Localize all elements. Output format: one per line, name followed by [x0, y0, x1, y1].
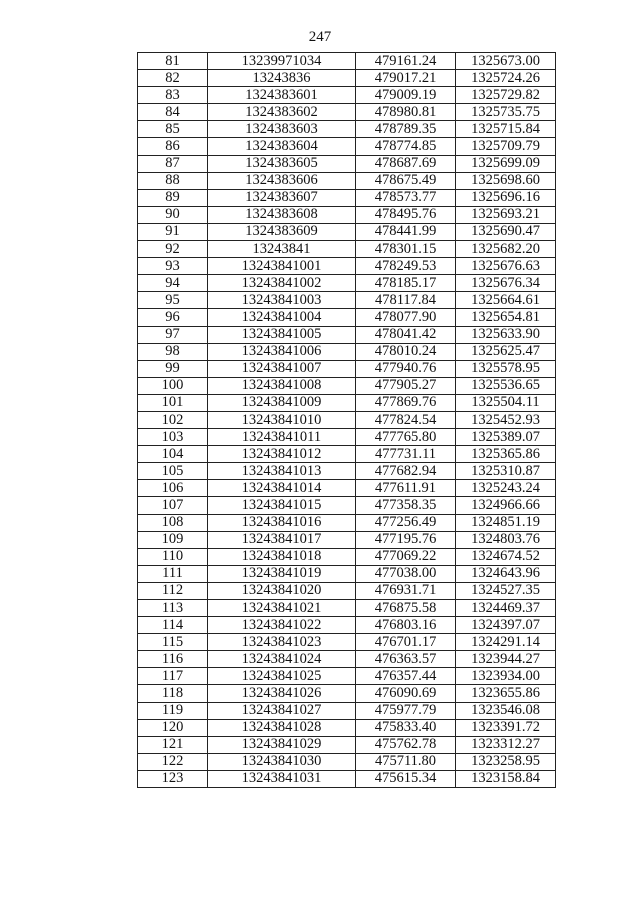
row-number-cell: 81	[138, 53, 208, 70]
table-row	[138, 241, 556, 258]
row-number-cell: 84	[138, 104, 208, 121]
x-coordinate-cell: 477358.35	[356, 497, 456, 514]
table-row	[138, 206, 556, 223]
point-id-cell: 13243841005	[208, 326, 356, 343]
table-row	[138, 497, 556, 514]
row-number-cell: 113	[138, 600, 208, 617]
point-id-cell: 1324383605	[208, 155, 356, 172]
point-id-cell: 13243841011	[208, 429, 356, 446]
point-id-cell: 13243841024	[208, 651, 356, 668]
point-id-cell: 1324383606	[208, 172, 356, 189]
table-row	[138, 53, 556, 70]
x-coordinate-cell: 479009.19	[356, 87, 456, 104]
point-id-cell: 13243841019	[208, 565, 356, 582]
point-id-cell: 1324383602	[208, 104, 356, 121]
table-row	[138, 565, 556, 582]
x-coordinate-cell: 478077.90	[356, 309, 456, 326]
table-row	[138, 343, 556, 360]
x-coordinate-cell: 476803.16	[356, 617, 456, 634]
table-row	[138, 275, 556, 292]
table-row	[138, 531, 556, 548]
y-coordinate-cell: 1323158.84	[456, 770, 556, 787]
x-coordinate-cell: 477824.54	[356, 411, 456, 428]
row-number-cell: 120	[138, 719, 208, 736]
point-id-cell: 1324383603	[208, 121, 356, 138]
point-id-cell: 13239971034	[208, 53, 356, 70]
row-number-cell: 119	[138, 702, 208, 719]
row-number-cell: 101	[138, 394, 208, 411]
table-row	[138, 394, 556, 411]
x-coordinate-cell: 478185.17	[356, 275, 456, 292]
point-id-cell: 13243841012	[208, 446, 356, 463]
y-coordinate-cell: 1324469.37	[456, 600, 556, 617]
x-coordinate-cell: 477765.80	[356, 429, 456, 446]
y-coordinate-cell: 1325676.63	[456, 258, 556, 275]
y-coordinate-cell: 1325310.87	[456, 463, 556, 480]
row-number-cell: 87	[138, 155, 208, 172]
y-coordinate-cell: 1324803.76	[456, 531, 556, 548]
y-coordinate-cell: 1324643.96	[456, 565, 556, 582]
point-id-cell: 13243841003	[208, 292, 356, 309]
point-id-cell: 1324383607	[208, 189, 356, 206]
y-coordinate-cell: 1325673.00	[456, 53, 556, 70]
point-id-cell: 13243841018	[208, 548, 356, 565]
x-coordinate-cell: 475977.79	[356, 702, 456, 719]
y-coordinate-cell: 1325625.47	[456, 343, 556, 360]
x-coordinate-cell: 477905.27	[356, 377, 456, 394]
y-coordinate-cell: 1324527.35	[456, 582, 556, 599]
y-coordinate-cell: 1325664.61	[456, 292, 556, 309]
x-coordinate-cell: 476090.69	[356, 685, 456, 702]
y-coordinate-cell: 1324674.52	[456, 548, 556, 565]
table-row	[138, 189, 556, 206]
table-row	[138, 514, 556, 531]
row-number-cell: 86	[138, 138, 208, 155]
point-id-cell: 13243841007	[208, 360, 356, 377]
table-row	[138, 155, 556, 172]
table-row	[138, 753, 556, 770]
row-number-cell: 102	[138, 411, 208, 428]
table-row	[138, 104, 556, 121]
x-coordinate-cell: 475833.40	[356, 719, 456, 736]
table-row	[138, 548, 556, 565]
x-coordinate-cell: 476701.17	[356, 634, 456, 651]
point-id-cell: 13243841020	[208, 582, 356, 599]
table-row	[138, 634, 556, 651]
y-coordinate-cell: 1323546.08	[456, 702, 556, 719]
row-number-cell: 112	[138, 582, 208, 599]
row-number-cell: 108	[138, 514, 208, 531]
row-number-cell: 123	[138, 770, 208, 787]
table-row	[138, 719, 556, 736]
table-row	[138, 617, 556, 634]
row-number-cell: 109	[138, 531, 208, 548]
table-row	[138, 463, 556, 480]
coordinates-table-body	[138, 53, 556, 788]
y-coordinate-cell: 1325729.82	[456, 87, 556, 104]
table-row	[138, 702, 556, 719]
y-coordinate-cell: 1325690.47	[456, 223, 556, 240]
point-id-cell: 13243841025	[208, 668, 356, 685]
table-row	[138, 223, 556, 240]
x-coordinate-cell: 478675.49	[356, 172, 456, 189]
row-number-cell: 88	[138, 172, 208, 189]
table-row	[138, 411, 556, 428]
y-coordinate-cell: 1325536.65	[456, 377, 556, 394]
row-number-cell: 110	[138, 548, 208, 565]
point-id-cell: 13243841001	[208, 258, 356, 275]
x-coordinate-cell: 477611.91	[356, 480, 456, 497]
x-coordinate-cell: 477682.94	[356, 463, 456, 480]
y-coordinate-cell: 1325735.75	[456, 104, 556, 121]
x-coordinate-cell: 476875.58	[356, 600, 456, 617]
x-coordinate-cell: 478441.99	[356, 223, 456, 240]
table-row	[138, 309, 556, 326]
x-coordinate-cell: 476931.71	[356, 582, 456, 599]
y-coordinate-cell: 1323655.86	[456, 685, 556, 702]
point-id-cell: 13243841	[208, 241, 356, 258]
x-coordinate-cell: 479161.24	[356, 53, 456, 70]
row-number-cell: 117	[138, 668, 208, 685]
row-number-cell: 106	[138, 480, 208, 497]
x-coordinate-cell: 479017.21	[356, 70, 456, 87]
row-number-cell: 105	[138, 463, 208, 480]
x-coordinate-cell: 477069.22	[356, 548, 456, 565]
row-number-cell: 115	[138, 634, 208, 651]
table-row	[138, 685, 556, 702]
y-coordinate-cell: 1325696.16	[456, 189, 556, 206]
table-row	[138, 70, 556, 87]
x-coordinate-cell: 476363.57	[356, 651, 456, 668]
row-number-cell: 91	[138, 223, 208, 240]
row-number-cell: 122	[138, 753, 208, 770]
row-number-cell: 89	[138, 189, 208, 206]
row-number-cell: 96	[138, 309, 208, 326]
table-row	[138, 138, 556, 155]
y-coordinate-cell: 1325654.81	[456, 309, 556, 326]
point-id-cell: 13243841028	[208, 719, 356, 736]
y-coordinate-cell: 1325682.20	[456, 241, 556, 258]
coordinates-table	[137, 52, 556, 788]
row-number-cell: 82	[138, 70, 208, 87]
y-coordinate-cell: 1325243.24	[456, 480, 556, 497]
row-number-cell: 90	[138, 206, 208, 223]
point-id-cell: 13243841008	[208, 377, 356, 394]
row-number-cell: 94	[138, 275, 208, 292]
row-number-cell: 83	[138, 87, 208, 104]
x-coordinate-cell: 477256.49	[356, 514, 456, 531]
point-id-cell: 13243841013	[208, 463, 356, 480]
x-coordinate-cell: 475711.80	[356, 753, 456, 770]
table-row	[138, 172, 556, 189]
row-number-cell: 104	[138, 446, 208, 463]
row-number-cell: 107	[138, 497, 208, 514]
table-row	[138, 121, 556, 138]
x-coordinate-cell: 478980.81	[356, 104, 456, 121]
y-coordinate-cell: 1325715.84	[456, 121, 556, 138]
table-row	[138, 582, 556, 599]
x-coordinate-cell: 476357.44	[356, 668, 456, 685]
x-coordinate-cell: 478249.53	[356, 258, 456, 275]
x-coordinate-cell: 478041.42	[356, 326, 456, 343]
y-coordinate-cell: 1325698.60	[456, 172, 556, 189]
row-number-cell: 111	[138, 565, 208, 582]
point-id-cell: 13243841027	[208, 702, 356, 719]
row-number-cell: 116	[138, 651, 208, 668]
row-number-cell: 99	[138, 360, 208, 377]
x-coordinate-cell: 477195.76	[356, 531, 456, 548]
x-coordinate-cell: 477869.76	[356, 394, 456, 411]
y-coordinate-cell: 1325693.21	[456, 206, 556, 223]
row-number-cell: 85	[138, 121, 208, 138]
y-coordinate-cell: 1323312.27	[456, 736, 556, 753]
point-id-cell: 1324383604	[208, 138, 356, 155]
y-coordinate-cell: 1323391.72	[456, 719, 556, 736]
point-id-cell: 1324383609	[208, 223, 356, 240]
point-id-cell: 13243841009	[208, 394, 356, 411]
y-coordinate-cell: 1325699.09	[456, 155, 556, 172]
y-coordinate-cell: 1324851.19	[456, 514, 556, 531]
table-row	[138, 377, 556, 394]
y-coordinate-cell: 1324397.07	[456, 617, 556, 634]
y-coordinate-cell: 1325365.86	[456, 446, 556, 463]
point-id-cell: 13243841014	[208, 480, 356, 497]
table-row	[138, 736, 556, 753]
x-coordinate-cell: 477731.11	[356, 446, 456, 463]
point-id-cell: 13243841021	[208, 600, 356, 617]
point-id-cell: 13243841016	[208, 514, 356, 531]
row-number-cell: 121	[138, 736, 208, 753]
y-coordinate-cell: 1323258.95	[456, 753, 556, 770]
x-coordinate-cell: 477940.76	[356, 360, 456, 377]
table-row	[138, 326, 556, 343]
x-coordinate-cell: 478774.85	[356, 138, 456, 155]
row-number-cell: 93	[138, 258, 208, 275]
y-coordinate-cell: 1325504.11	[456, 394, 556, 411]
y-coordinate-cell: 1323934.00	[456, 668, 556, 685]
row-number-cell: 100	[138, 377, 208, 394]
y-coordinate-cell: 1324966.66	[456, 497, 556, 514]
y-coordinate-cell: 1324291.14	[456, 634, 556, 651]
y-coordinate-cell: 1325389.07	[456, 429, 556, 446]
x-coordinate-cell: 477038.00	[356, 565, 456, 582]
point-id-cell: 13243841010	[208, 411, 356, 428]
x-coordinate-cell: 475615.34	[356, 770, 456, 787]
row-number-cell: 118	[138, 685, 208, 702]
table-row	[138, 360, 556, 377]
x-coordinate-cell: 478301.15	[356, 241, 456, 258]
row-number-cell: 92	[138, 241, 208, 258]
table-row	[138, 258, 556, 275]
point-id-cell: 13243841029	[208, 736, 356, 753]
table-row	[138, 429, 556, 446]
point-id-cell: 13243841023	[208, 634, 356, 651]
point-id-cell: 1324383601	[208, 87, 356, 104]
table-row	[138, 446, 556, 463]
point-id-cell: 13243841015	[208, 497, 356, 514]
y-coordinate-cell: 1325452.93	[456, 411, 556, 428]
point-id-cell: 13243841004	[208, 309, 356, 326]
point-id-cell: 13243841030	[208, 753, 356, 770]
point-id-cell: 13243841022	[208, 617, 356, 634]
table-row	[138, 87, 556, 104]
point-id-cell: 13243841017	[208, 531, 356, 548]
x-coordinate-cell: 478789.35	[356, 121, 456, 138]
page-number: 247	[308, 29, 332, 45]
point-id-cell: 13243841031	[208, 770, 356, 787]
point-id-cell: 1324383608	[208, 206, 356, 223]
x-coordinate-cell: 478010.24	[356, 343, 456, 360]
y-coordinate-cell: 1325709.79	[456, 138, 556, 155]
table-row	[138, 480, 556, 497]
table-row	[138, 651, 556, 668]
y-coordinate-cell: 1323944.27	[456, 651, 556, 668]
point-id-cell: 13243841026	[208, 685, 356, 702]
point-id-cell: 13243841002	[208, 275, 356, 292]
x-coordinate-cell: 475762.78	[356, 736, 456, 753]
point-id-cell: 13243836	[208, 70, 356, 87]
y-coordinate-cell: 1325724.26	[456, 70, 556, 87]
y-coordinate-cell: 1325633.90	[456, 326, 556, 343]
x-coordinate-cell: 478573.77	[356, 189, 456, 206]
table-row	[138, 668, 556, 685]
row-number-cell: 97	[138, 326, 208, 343]
x-coordinate-cell: 478495.76	[356, 206, 456, 223]
table-row	[138, 292, 556, 309]
table-row	[138, 600, 556, 617]
table-row	[138, 770, 556, 787]
row-number-cell: 98	[138, 343, 208, 360]
row-number-cell: 103	[138, 429, 208, 446]
row-number-cell: 114	[138, 617, 208, 634]
row-number-cell: 95	[138, 292, 208, 309]
y-coordinate-cell: 1325676.34	[456, 275, 556, 292]
y-coordinate-cell: 1325578.95	[456, 360, 556, 377]
point-id-cell: 13243841006	[208, 343, 356, 360]
x-coordinate-cell: 478687.69	[356, 155, 456, 172]
x-coordinate-cell: 478117.84	[356, 292, 456, 309]
